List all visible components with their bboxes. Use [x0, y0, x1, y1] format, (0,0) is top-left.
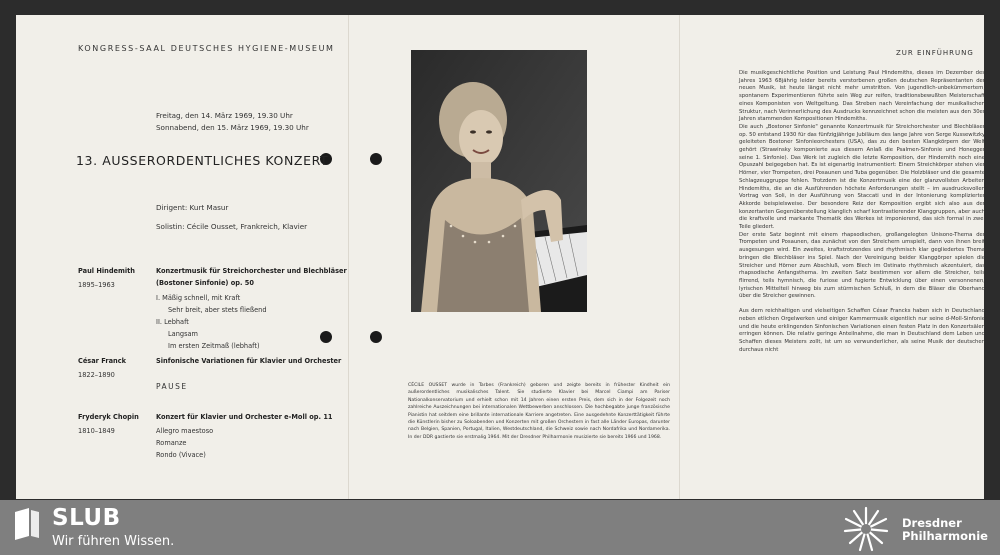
soloist-portrait-illustration — [411, 50, 587, 312]
venue-name: KONGRESS-SAAL DEUTSCHES HYGIENE-MUSEUM — [78, 44, 335, 53]
date-friday: Freitag, den 14. März 1969, 19.30 Uhr — [156, 111, 293, 120]
movement: II. Lebhaft — [156, 318, 189, 326]
work-title: Konzertmusik für Streichorchester und Blechbläser — [156, 267, 347, 275]
composer-years: 1895–1963 — [78, 281, 115, 289]
movement: Sehr breit, aber stets fließend — [168, 306, 267, 314]
fold-line — [679, 15, 680, 499]
partner-name-line2: Philharmonie — [902, 529, 988, 543]
composer-name: Fryderyk Chopin — [78, 413, 139, 421]
punch-hole — [370, 331, 382, 343]
composer-name: Paul Hindemith — [78, 267, 135, 275]
pause-label: PAUSE — [156, 382, 188, 391]
movement-list — [156, 292, 347, 352]
slub-logo-icon — [13, 508, 41, 540]
concert-title: 13. AUSSERORDENTLICHES KONZERT — [76, 153, 329, 168]
work-chopin — [156, 411, 333, 461]
work-hindemith — [156, 265, 347, 352]
composer-franck — [78, 355, 126, 381]
soloist-photo — [411, 50, 587, 312]
library-tagline: Wir führen Wissen. — [52, 534, 175, 549]
work-franck — [156, 355, 341, 367]
program-sheet — [16, 15, 984, 499]
fold-line — [348, 15, 349, 499]
punch-hole — [370, 153, 382, 165]
movement: Langsam — [168, 330, 198, 338]
work-title: Konzert für Klavier und Orchester e-Moll op. 11 — [156, 413, 333, 421]
soloist: Solistin: Cécile Ousset, Frankreich, Klavier — [156, 222, 308, 231]
conductor: Dirigent: Kurt Masur — [156, 203, 229, 212]
soloist-biography: CÉCILE OUSSET wurde in Tarbes (Frankreich) geboren und zeigte bereits in frühester Kindheit ein außerordentliches musikalisches Talent. Sie studierte Klavier bei Marcel Ciampi am Pariser Nationalkonservatorium und erhielt schon mit 14 Jahren einen ersten Preis, dem sich in der Folgezeit noch zahlreiche Auszeichnungen bei internationalen Wettbewerben anschlossen. Die hochbegabte junge französische Pianistin hat seitdem eine brillante internationale Karriere angetreten. Eine ausgedehnte Konzerttätigkeit führte die Künstlerin bisher zu Soloabenden und Konzerten mit großen Orchestern in fast alle Länder Europas, darunter nach Belgien, Spanien, Portugal, Italien, Westdeutschland, die Schweiz sowie nach Nordafrika und Nordamerika. In der DDR gastierte sie erstmalig 1964. Mit der Dresdner Philharmonie musizierte sie bereits 1966 und 1968. — [408, 383, 670, 440]
movement: Rondo (Vivace) — [156, 451, 206, 459]
footer-bar — [0, 500, 1000, 555]
composer-years: 1810–1849 — [78, 427, 115, 435]
partner-name-line1: Dresdner — [902, 516, 962, 530]
movement: Allegro maestoso — [156, 427, 214, 435]
movement: Im ersten Zeitmaß (lebhaft) — [168, 342, 260, 350]
composer-chopin — [78, 411, 139, 437]
essay-paragraph: Die auch „Bostoner Sinfonie" genannte Konzertmusik für Streichorchester und Blechbläser op. 50 entstand 1930 für das fünfzigjährige Jubiläum des lange Jahre von Serge Kussewitzky geleiteten Bostoner Sinfonieorchesters (USA), das zu den besten Klangkörpern der Welt gehört (Strawinsky komponierte aus diesem Anlaß die Psalmen-Sinfonie und Honegger seine 1. Sinfonie). Das Werk ist zugleich die letzte Komposition, der Hindemith noch eine Opuszahl beigegeben hat. Es ist eigenartig instrumentiert: Einem Streichkörper stehen vier Hörner, vier Trompeten, drei Posaunen und Tuba gegenüber. Die Holzbläser und die gesamte Schlagzeuggruppe fehlen. Trotzdem ist die Konzertmusik eine der glanzvollsten Arbeiten Hindemiths, die an die Ausführenden höchste Anforderungen stellt – im ausdrucksvollen Vortrag von Soli, in der Ausführung von Staccati und in der Intonierung komplizierter Akkorde beispielsweise. Der besondere Reiz der Komposition ergibt sich also aus der konzertanten Gegenüberstellung klanglich scharf kontrastierender Klanggruppen, aber auch die kraftvolle und markante Thematik des Werkes ist imponierend, das sich formal in zwei Teile gliedert. — [739, 123, 985, 231]
composer-name: César Franck — [78, 357, 127, 365]
performers — [156, 198, 307, 236]
work-subtitle: (Bostoner Sinfonie) op. 50 — [156, 279, 254, 287]
essay-heading: ZUR EINFÜHRUNG — [896, 49, 974, 57]
movement-list — [156, 425, 333, 461]
essay-paragraph: Aus dem reichhaltigen und vielseitigen Schaffen César Francks haben sich in Deutschland neben etlichen Orgelwerken und einiger Kammermusik eigentlich nur seine d-Moll-Sinfonie und die heute erklingenden Sinfonischen Variationen einen festen Platz in den Konzertsälen erringen können. Die relativ geringe Anteilnahme, die man in Deutschland dem Leben und Schaffen dieses Meisters zollt, ist um so verwunderlicher, als seine Musik der deutschen durchaus nicht — [739, 308, 985, 353]
date-saturday: Sonnabend, den 15. März 1969, 19.30 Uhr — [156, 123, 309, 132]
composer-years: 1822–1890 — [78, 371, 115, 379]
movement: Romanze — [156, 439, 187, 447]
movement: I. Mäßig schnell, mit Kraft — [156, 294, 241, 302]
library-name: SLUB — [52, 505, 121, 531]
essay-text — [739, 70, 985, 354]
philharmonie-logo-icon — [842, 505, 890, 553]
composer-hindemith — [78, 265, 135, 291]
work-title: Sinfonische Variationen für Klavier und Orchester — [156, 357, 342, 365]
partner-name — [902, 517, 988, 543]
essay-paragraph: Der erste Satz beginnt mit einem rhapsodischen, großangelegten Unisono-Thema der Trompeten und Posaunen, das zunächst von den Streichern umspielt, dann von ihnen breit ausgesungen wird. Ein zweites, kraftstrotzendes und rhythmisch klar gegliedertes Thema bringen die Blechbläser ins Spiel. Nach der Vereinigung beider Klanggörper spielen die Streicher und Hörner zum Abschluß, vom Blech im Ostinato rhythmisch akzentuiert, das rhapsodische Anfangsthema. Im zweiten Satz bestimmen vor allem die Streicher, teils flirrend, teils hymnisch, die furiose und fugierte Entwicklung über einen versonnenen, lyrischen Mittelteil hinweg bis zum stürmischen Schluß, in dem die Bläser die Oberhand über die Streicher gewinnen. — [739, 231, 985, 300]
essay-paragraph: Die musikgeschichtliche Position und Leistung Paul Hindemiths, dieses im Dezember des Jahres 1963 68jährig leider bereits verstorbenen großen deutschen Repräsentanten der neuen Musik, ist heute längst nicht mehr umstritten. Von jugendlich-unbekümmertem, spontanem Experimentieren führte sein Weg zur reifen, traditionsbewußten Meisterschaft eines Komponisten von Weltgeltung. Das Streben nach Vereinfachung der musikalischen Struktur, nach Verinnerlichung des Ausdrucks kennzeichnet schon die meisten aus den 30er Jahren stammenden Kompositionen Hindemiths. — [739, 70, 985, 123]
concert-dates — [156, 110, 309, 134]
